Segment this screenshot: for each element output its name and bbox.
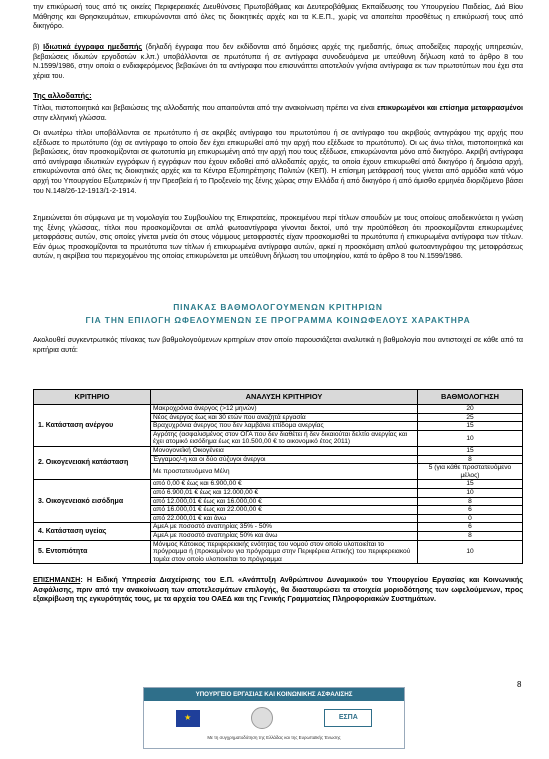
table-row xyxy=(34,446,523,455)
criterion-score: 6 xyxy=(418,523,523,532)
criterion-score: 0 xyxy=(418,514,523,523)
header-score: ΒΑΘΜΟΛΟΓΗΣΗ xyxy=(418,390,523,405)
table-row xyxy=(34,523,523,532)
criterion-score: 10 xyxy=(418,430,523,446)
criterion-description: ΑμεΑ με ποσοστό αναπηρίας 50% και άνω xyxy=(151,531,418,540)
criterion-score: 10 xyxy=(418,540,523,564)
table-row xyxy=(34,405,523,414)
greek-emblem-icon xyxy=(251,707,273,729)
criterion-description: από 12.000,01 € έως και 16.000,00 € xyxy=(151,497,418,506)
funding-caption: Με τη συγχρηματοδότηση της Ελλάδας και της Ευρωπαϊκής Ένωσης xyxy=(207,735,341,740)
criterion-description: Έγγαμος/-η και οι δύο σύζυγοι άνεργοι xyxy=(151,455,418,464)
criterion-description: Βραχυχρόνια άνεργος που δεν λαμβάνει επίδομα ανεργίας xyxy=(151,422,418,431)
private-docs-paragraph xyxy=(33,42,523,80)
page-number: 8 xyxy=(517,680,522,689)
criterion-score: 10 xyxy=(418,488,523,497)
criterion-category: 2. Οικογενειακή κατάσταση xyxy=(34,446,151,479)
note-paragraph xyxy=(33,575,523,604)
private-docs-text: (δηλαδή έγγραφα που δεν εκδίδονται από δημόσιες αρχές της ημεδαπής, όπως αποδείξεις παροχής υπηρεσιών, βεβαιώσεις ιδιωτών εργοδοτών κ.λπ.) υποβάλλονται σε πρωτότυπα ή σε αντίγραφα συνοδευόμενα με υπεύθυνη δήλωση κατά το άρθρο 8 του Ν.1599/1986, στην οποία ο ενδιαφερόμενος βεβαιώνει ότι τα αντίγραφα που επισυνάπτει αποτελούν γνήσια αντίγραφα εκ των πρωτοτύπων που έχει στα χέρια του. xyxy=(33,42,523,80)
criterion-score: 15 xyxy=(418,422,523,431)
foreign-paragraph-2: Οι ανωτέρω τίτλοι υποβάλλονται σε πρωτότυπο ή σε ακριβές αντίγραφο του πρωτοτύπου ή σε αντίγραφο του ακριβούς αντιγράφου της αρχής που εξέδωσε το πρωτότυπο (όχι σε αντίγραφο το οποίο δεν έχει επικυρωθεί από την αρχή που εξέδωσε το πρωτότυπο). Οι ως άνω τίτλοι, πιστοποιητικά και βεβαιώσεις, όταν προσκομίζονται σε φωτοτυπία μη επικυρωμένη από την αρχή που τους εξέδωσε, επικυρώνονται μόνο από δικηγόρο. Ακριβή αντίγραφα από αντίγραφα ιδιωτικών εγγράφων ή εγγράφων που έχουν εκδοθεί από αλλοδαπές αρχές, τα οποία έχουν επικυρωθεί από δικηγόρο ή δημόσια αρχή, επικυρώνονται από όλες τις διοικητικές αρχές και τα Κέντρα Εξυπηρέτησης Πολιτών (ΚΕΠ). Η επίσημη μετάφρασή τους γίνεται από αρμόδια κατά νόμο αρχή του Υπουργείου Εξωτερικών ή την Πρεσβεία ή το Προξενείο της ξένης χώρας στην Ελλάδα ή από δικηγόρο ή από άμισθο ερμηνέα διοριζόμενο βάσει του Ν.148/26-12-1913/1-2-1914. xyxy=(33,128,523,195)
criterion-description: Μακροχρόνια άνεργος (>12 μηνών) xyxy=(151,405,418,414)
ministry-bar: ΥΠΟΥΡΓΕΙΟ ΕΡΓΑΣΙΑΣ ΚΑΙ ΚΟΙΝΩΝΙΚΗΣ ΑΣΦΑΛΙΣΗΣ xyxy=(144,688,404,701)
criterion-description: ΑμεΑ με ποσοστό αναπηρίας 35% - 50% xyxy=(151,523,418,532)
criterion-score: 8 xyxy=(418,455,523,464)
list-marker: β) xyxy=(33,42,44,51)
criterion-score: 20 xyxy=(418,405,523,414)
criterion-description: από 22.000,01 € και άνω xyxy=(151,514,418,523)
table-row xyxy=(34,540,523,564)
criterion-score: 8 xyxy=(418,497,523,506)
emphasis-text: επικυρωμένοι και επίσημα μεταφρασμένοι xyxy=(376,103,523,112)
criterion-description: από 16.000,01 € έως και 22.000,00 € xyxy=(151,506,418,515)
criterion-score: 6 xyxy=(418,506,523,515)
private-docs-title: Ιδιωτικά έγγραφα ημεδαπής xyxy=(43,42,143,51)
foreign-paragraph-3: Σημειώνεται ότι σύμφωνα με τη νομολογία του Συμβουλίου της Επικρατείας, προκειμένου περί τίτλων σπουδών με τους οποίους αποδεικνύεται η γνώση της ξένης γλώσσας, τίτλοι που προσκομίζονται σε απλά φωτοαντίγραφα γίνονται δεκτοί, υπό την προϋπόθεση ότι προσκομίζονται επικυρωμένες μεταφράσεις αυτών, στις οποίες γίνεται μνεία ότι στους νόμιμους μεταφραστές είχαν προσκομισθεί τα πρωτότυπα ή επικυρωμένα αντίγραφα των τίτλων. Εάν όμως προσκομίζονται τα πρωτότυπα των τίτλων ή επικυρωμένα αντίγραφα αυτών, αρκεί η προσκόμιση απλού φωτοαντιγράφου της μεταφράσεως αυτών, η ακρίβεια του περιεχομένου της οποίας επικυρώνεται με υπεύθυνη δήλωση του υποψηφίου, κατά το άρθρο 8 του Ν.1599/1986. xyxy=(33,213,523,261)
foreign-heading: Της αλλοδαπής: xyxy=(33,91,92,100)
criterion-category: 1. Κατάσταση ανέργου xyxy=(34,405,151,447)
criterion-score: 25 xyxy=(418,413,523,422)
intro-text: την επικύρωσή τους από τις οικείες Περιφερειακές Διευθύνσεις Πρωτοβάθμιας και Δευτεροβάθμιας Εκπαίδευσης του Υπουργείου Παιδείας, Διά Βίου Μάθησης και Θρησκευμάτων, επικυρώνονται από όλες τις διοικητικές αρχές και τα Κ.Ε.Π., χωρίς να απαιτείται προσθέτως η επικύρωσή τους από δικηγόρο. xyxy=(33,2,523,31)
note-label: ΕΠΙΣΗΜΑΝΣΗ xyxy=(33,575,81,584)
criterion-score: 8 xyxy=(418,531,523,540)
criterion-description: Μονογονεϊκή Οικογένεια xyxy=(151,446,418,455)
section-title-line-1: ΠΙΝΑΚΑΣ ΒΑΘΜΟΛΟΓΟΥΜΕΝΩΝ ΚΡΙΤΗΡΙΩΝ xyxy=(173,302,383,312)
table-header-row xyxy=(34,390,523,405)
criteria-table xyxy=(33,389,523,564)
eu-flag-icon: ★ xyxy=(176,710,200,727)
section-title-line-2: ΓΙΑ ΤΗΝ ΕΠΙΛΟΓΗ ΩΦΕΛΟΥΜΕΝΩΝ ΣΕ ΠΡΟΓΡΑΜΜΑ ΚΟΙΝΩΦΕΛΟΥΣ ΧΑΡΑΚΤΗΡΑ xyxy=(85,315,471,325)
criterion-category: 3. Οικογενειακό εισόδημα xyxy=(34,480,151,523)
foreign-paragraph-1: Τίτλοι, πιστοποιητικά και βεβαιώσεις της αλλοδαπής που απαιτούνται από την ανακοίνωση πρέπει να είναι επικυρωμένοι και επίσημα μεταφρασμένοι στην ελληνική γλώσσα. xyxy=(33,103,523,122)
intro-paragraph xyxy=(33,2,523,31)
table-intro: Ακολουθεί συγκεντρωτικός πίνακας των βαθμολογούμενων κριτηρίων στον οποίο παρουσιάζεται αναλυτικά η βαθμολογία που αντιστοιχεί σε κάθε από τα κριτήρια αυτά: xyxy=(33,335,523,354)
header-criterion: ΚΡΙΤΗΡΙΟ xyxy=(34,390,151,405)
note-text: : Η Ειδική Υπηρεσία Διαχείρισης του Ε.Π. «Ανάπτυξη Ανθρώπινου Δυναμικού» του Υπουργείου Εργασίας και Κοινωνικής Ασφάλισης, πριν από την ανακοίνωση των αποτελεσμάτων επιλογής, θα διασταυρώσει τα στοιχεία μοριοδότησης των ωφελούμενων, προς εξακρίβωση της εγκυρότητάς τους, με τα αρχεία του ΟΑΕΔ και της Γενικής Γραμματείας Πληροφοριακών Συστημάτων. xyxy=(33,575,523,604)
logo-strip xyxy=(144,701,404,735)
header-analysis: ΑΝΑΛΥΣΗ ΚΡΙΤΗΡΙΟΥ xyxy=(151,390,418,405)
criterion-description: Νέος άνεργος έως και 30 ετών που αναζητά εργασία xyxy=(151,413,418,422)
section-title xyxy=(33,301,523,327)
criterion-score: 5 (για κάθε προστατευόμενο μέλος) xyxy=(418,464,523,480)
criterion-description: Με προστατευόμενα Μέλη xyxy=(151,464,418,480)
criterion-category: 4. Κατάσταση υγείας xyxy=(34,523,151,540)
criterion-description: από 0,00 € έως και 6.900,00 € xyxy=(151,480,418,489)
table-row xyxy=(34,480,523,489)
criterion-description: από 6.900,01 € έως και 12.000,00 € xyxy=(151,488,418,497)
criterion-description: Αγρότης (ασφαλισμένος στον ΟΓΑ που δεν διαθέτει ή δεν δικαιούται δελτίο ανεργίας και έχει ατομικό εισόδημα έως και 10.500,00 € το οικονομικό έτος 2011) xyxy=(151,430,418,446)
funding-banner xyxy=(143,687,405,749)
criterion-category: 5. Εντοπιότητα xyxy=(34,540,151,564)
criterion-score: 15 xyxy=(418,480,523,489)
criterion-score: 15 xyxy=(418,446,523,455)
espa-logo: ΕΣΠΑ xyxy=(324,709,372,727)
criterion-description: Μόνιμος Κάτοικος περιφερειακής ενότητας του νομού στον οποίο υλοποιείται το πρόγραμμα ή (προκειμένου για πρόγραμμα στην Περιφέρεια Αττικής) του περιφερειακού τομέα στον οποίο υλοποιείται το πρόγραμμα xyxy=(151,540,418,564)
